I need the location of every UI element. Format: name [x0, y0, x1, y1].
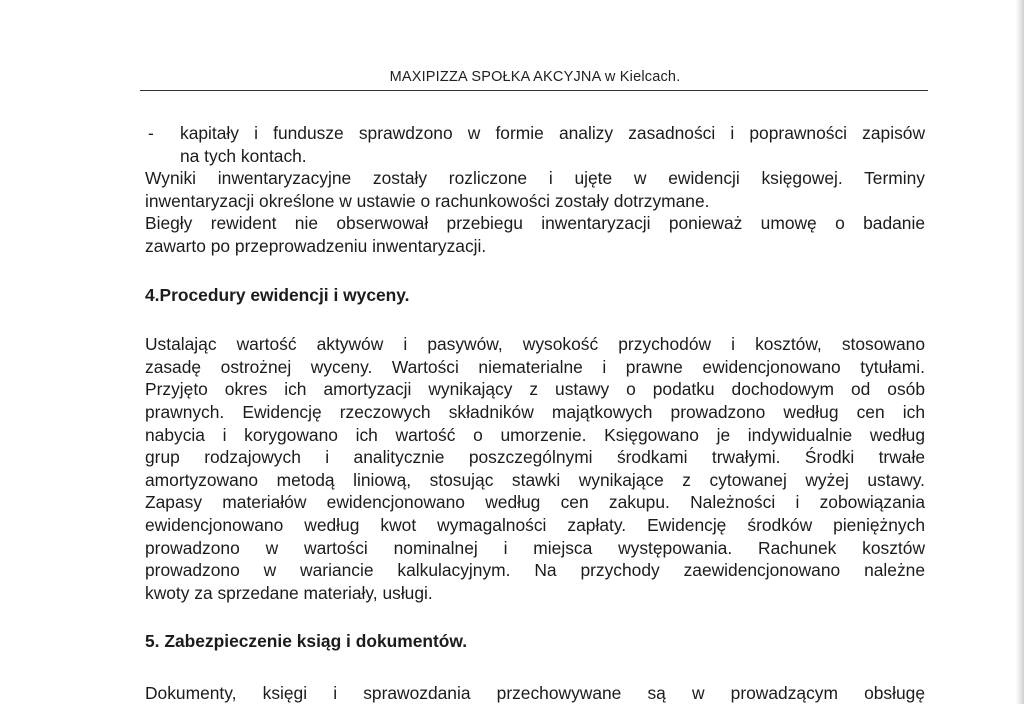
- text-line: prawnych. Ewidencję rzeczowych składników majątkowych prowadzono według cen ich: [145, 401, 925, 422]
- text-line: Zapasy materiałów ewidencjonowano według cen zakupu. Należności i zobowiązania: [145, 492, 925, 513]
- section-heading-5: 5. Zabezpieczenie ksiąg i dokumentów.: [145, 631, 468, 652]
- text-line: zasadę ostrożnej wyceny. Wartości niematerialne i prawne ewidencjonowano tytułami.: [145, 356, 925, 377]
- page-header: [145, 68, 925, 86]
- company-header-title: MAXIPIZZA SPOŁKA AKCYJNA w Kielcach.: [389, 69, 681, 85]
- text-line: zawarto po przeprowadzeniu inwentaryzacji.: [145, 235, 487, 256]
- text-line: nabycia i korygowano ich wartość o umorzenie. Księgowano je indywidualnie według: [145, 424, 925, 445]
- text-line: prowadzono w wariancie kalkulacyjnym. Na przychody zaewidencjonowano należne: [145, 560, 925, 581]
- text-line: na tych kontach.: [180, 145, 307, 166]
- bullet-item-capital: [145, 122, 925, 167]
- text-line: ewidencjonowano według kwot wymagalności zapłaty. Ewidencję środków pieniężnych: [145, 514, 925, 535]
- text-line: Dokumenty, księgi i sprawozdania przechowywane są w prowadzącym obsługę: [145, 682, 925, 703]
- paragraph-safekeeping: [145, 682, 925, 704]
- header-rule: [140, 90, 928, 91]
- scan-edge-shadow: [1016, 0, 1024, 704]
- text-line: grup rodzajowych i analitycznie poszczególnymi środkami trwałymi. Środki trwałe: [145, 447, 925, 468]
- text-line: inwentaryzacji określone w ustawie o rachunkowości zostały dotrzymane.: [145, 190, 710, 211]
- text-line: prowadzono w wartości nominalnej i miejsca występowania. Rachunek kosztów: [145, 537, 925, 558]
- bullet-dash: -: [148, 123, 154, 143]
- text-line: Przyjęto okres ich amortyzacji wynikający z ustawy o podatku dochodowym od osób: [145, 379, 925, 400]
- text-line: amortyzowano metodą liniową, stosując stawki wynikające z cytowanej wyżej ustawy.: [145, 469, 925, 490]
- text-line: Ustalając wartość aktywów i pasywów, wysokość przychodów i kosztów, stosowano: [145, 334, 925, 355]
- paragraph-inventory-results: [145, 167, 925, 212]
- document-body: [145, 122, 925, 704]
- section-heading-4: 4.Procedury ewidencji i wyceny.: [145, 284, 410, 305]
- paragraph-procedures: [145, 333, 925, 604]
- text-line: Biegły rewident nie obserwował przebiegu inwentaryzacji ponieważ umowę o badanie: [145, 213, 925, 234]
- text-line: kwoty za sprzedane materiały, usługi.: [145, 582, 433, 603]
- paragraph-auditor: [145, 212, 925, 257]
- text-line: kapitały i fundusze sprawdzono w formie analizy zasadności i poprawności zapisów: [180, 123, 925, 143]
- text-line: Wyniki inwentaryzacyjne zostały rozliczone i ujęte w ewidencji księgowej. Terminy: [145, 168, 925, 189]
